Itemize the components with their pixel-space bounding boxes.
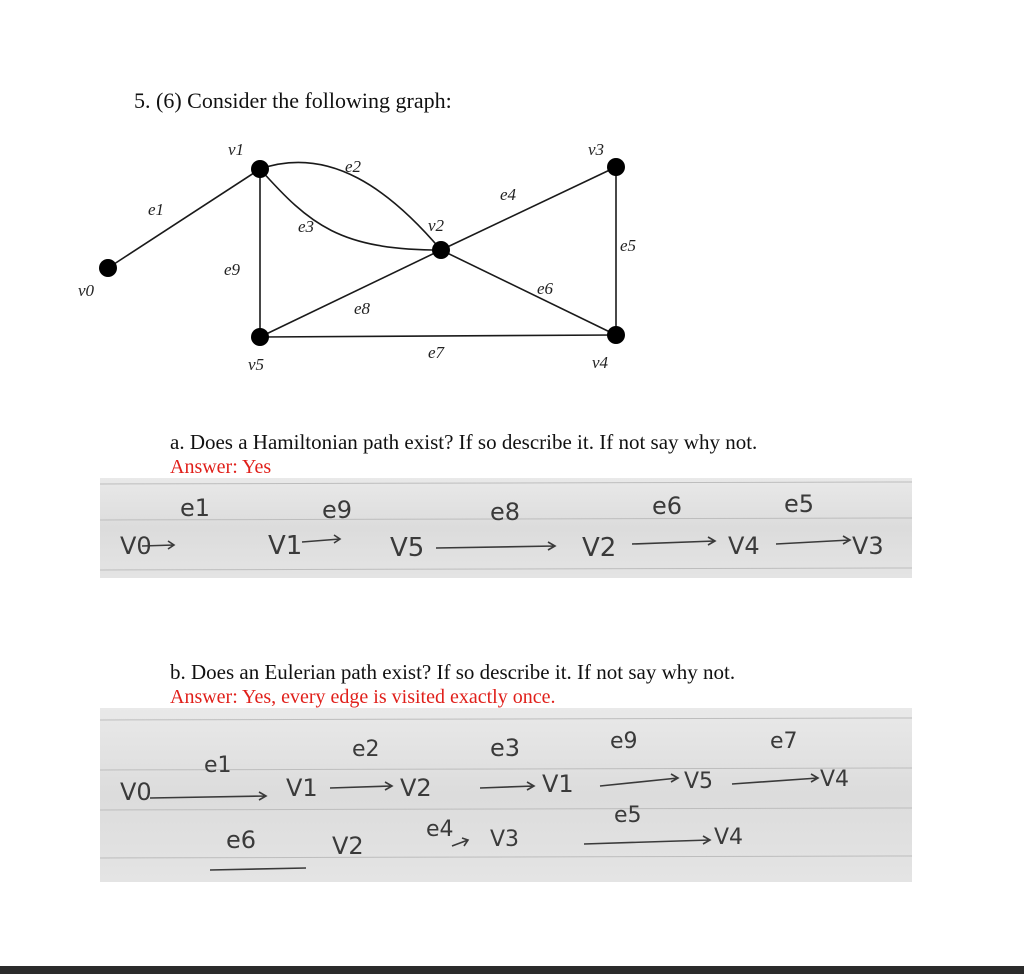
edge-e1-line [108, 169, 260, 268]
window-bottom-bar [0, 966, 1024, 974]
question-title: 5. (6) Consider the following graph: [134, 88, 452, 113]
vertex-v5-node [251, 328, 269, 346]
ham-v1: V1 [268, 531, 303, 561]
eul-e7: e7 [770, 729, 798, 754]
edge-label-e5: e5 [620, 236, 637, 255]
edge-label-e7: e7 [428, 343, 445, 362]
eul-v5: V5 [684, 769, 714, 794]
eul-e2: e2 [352, 737, 380, 762]
edge-label-e9: e9 [224, 260, 241, 279]
ham-v3: V3 [852, 532, 884, 560]
vertex-v0-node [99, 259, 117, 277]
ham-v0: V0 [120, 532, 152, 560]
eul-e4: e4 [426, 817, 454, 842]
eul-v1a: V1 [286, 774, 318, 802]
eul-e6: e6 [226, 826, 257, 854]
ham-e1: e1 [180, 494, 211, 522]
eul-e5: e5 [614, 803, 642, 828]
edge-label-e8: e8 [354, 299, 371, 318]
part-b-question: b. Does an Eulerian path exist? If so describe it. If not say why not. [170, 660, 736, 684]
edge-e3-line [260, 169, 441, 250]
eul-v2b: V2 [332, 832, 364, 860]
edge-label-e1: e1 [148, 200, 165, 219]
vertex-v3-node [607, 158, 625, 176]
vertex-label-v2: v2 [428, 216, 445, 235]
part-a-answer: Answer: Yes [170, 456, 272, 478]
edge-label-e6: e6 [537, 279, 554, 298]
ham-v4: V4 [728, 532, 760, 560]
part-b-answer: Answer: Yes, every edge is visited exactly once. [170, 686, 556, 708]
eul-v4a: V4 [820, 767, 850, 792]
graph-diagram [0, 0, 1024, 400]
edge-label-e2: e2 [345, 157, 362, 176]
edge-e7-line [260, 335, 616, 337]
edge-e6-line [441, 250, 616, 335]
ham-e8: e8 [490, 498, 521, 526]
edge-label-e4: e4 [500, 185, 517, 204]
eulerian-path-handwriting [100, 708, 912, 882]
eul-v2a: V2 [400, 774, 432, 802]
ham-e5: e5 [784, 490, 815, 518]
vertex-v2-node [432, 241, 450, 259]
eul-e3: e3 [490, 734, 521, 762]
vertex-v1-node [251, 160, 269, 178]
eul-e1: e1 [204, 753, 232, 778]
ham-v5: V5 [390, 533, 425, 563]
part-a-question: a. Does a Hamiltonian path exist? If so describe it. If not say why not. [170, 430, 758, 454]
vertex-label-v0: v0 [78, 281, 95, 300]
edge-e4-line [441, 167, 616, 250]
vertex-label-v3: v3 [588, 140, 605, 159]
hamiltonian-path-handwriting [100, 478, 912, 578]
vertex-label-v4: v4 [592, 353, 609, 372]
edge-label-e3: e3 [298, 217, 315, 236]
ham-e9: e9 [322, 496, 353, 524]
eul-v1b: V1 [542, 770, 574, 798]
eul-v0: V0 [120, 778, 152, 806]
vertex-v4-node [607, 326, 625, 344]
eul-e9: e9 [610, 729, 638, 754]
ham-v2: V2 [582, 533, 617, 563]
eul-v3: V3 [490, 827, 520, 852]
edge-e8-line [260, 250, 441, 337]
vertex-label-v1: v1 [228, 140, 245, 159]
ham-e6: e6 [652, 492, 683, 520]
vertex-label-v5: v5 [248, 355, 265, 374]
eul-v4b: V4 [714, 825, 744, 850]
